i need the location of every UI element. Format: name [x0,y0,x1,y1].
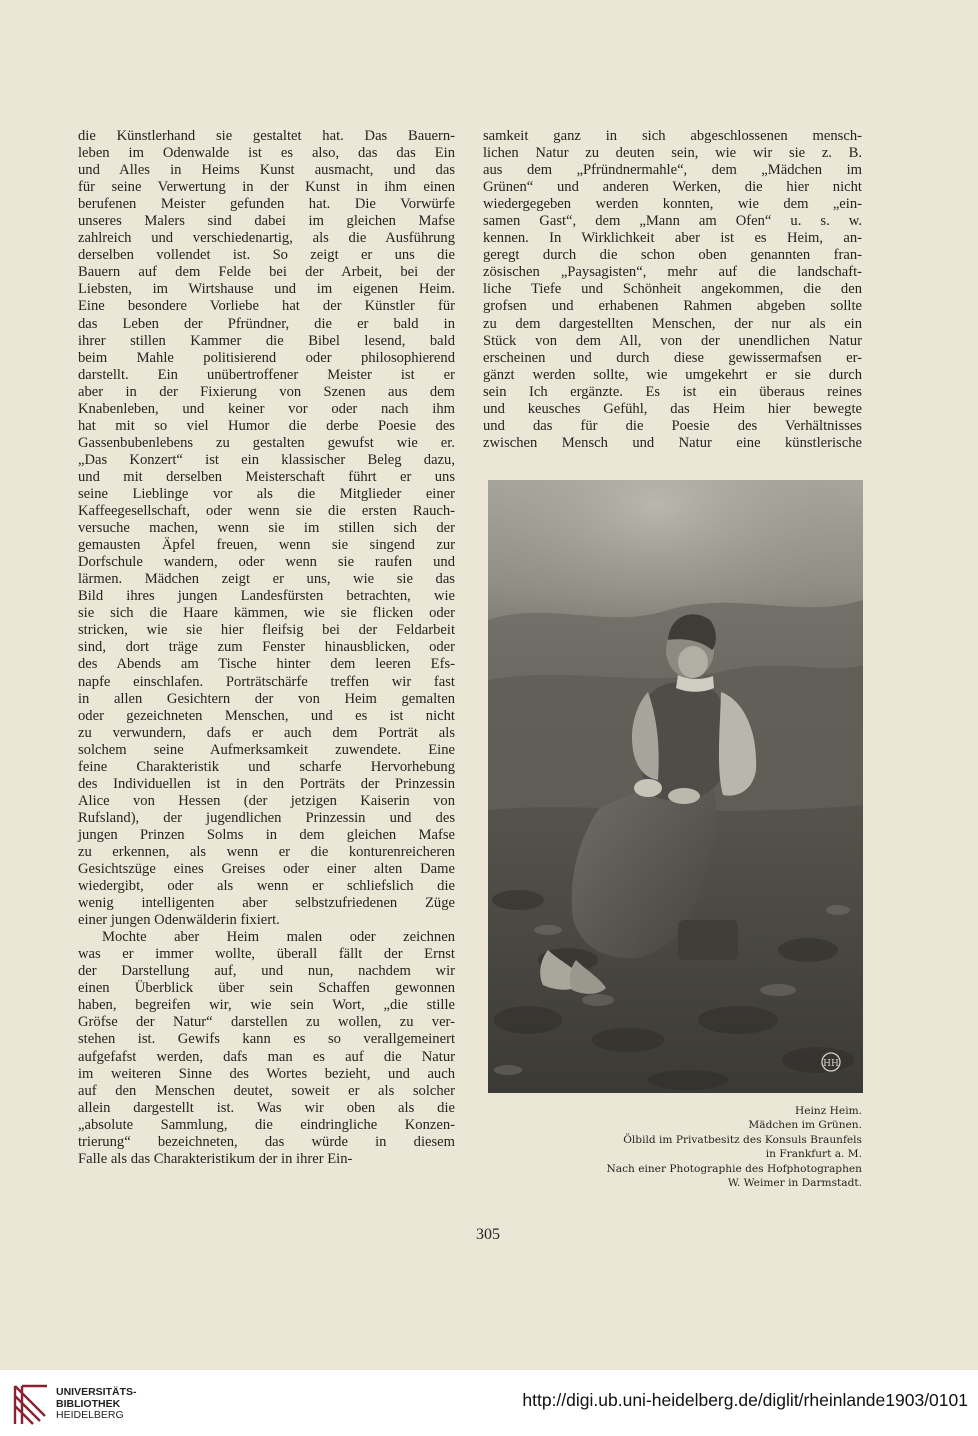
caption-artist: Heinz Heim. [795,1105,862,1117]
text-line: beim Mahle politisierend oder philosophierend [78,349,455,366]
text-line: erscheinen und durch diese gewissermafsen er- [483,349,862,366]
figure-caption [540,1104,862,1190]
text-line: Liebsten, im Wirtshause und im eigenen Heim. [78,281,455,298]
text-line: Stück von dem All, von der unendlichen Natur [483,332,862,349]
text-line: „absolute Sammlung, die eindringliche Konzen- [78,1116,455,1133]
text-line: zu verwundern, dafs er auch dem Porträt als [78,724,455,741]
text-line: aus dem „Pfründnermahle“, dem „Mädchen im [483,162,862,179]
text-line: in allen Gesichtern der von Heim gemalten [78,690,455,707]
text-line: und Alles in Heims Kunst ausmacht, und das [78,162,455,179]
text-line: sein Ich ergänzte. Es ist ein überaus reines [483,383,862,400]
text-line: zahlreich und verschiedenartig, als die Ausführung [78,230,455,247]
text-line: unseres Malers sind dabei im gleichen Mafse [78,213,455,230]
text-line: versuche machen, wenn sie im stillen sich der [78,520,455,537]
text-line: gänzt werden sollte, wie umgekehrt er sie durch [483,366,862,383]
library-name [56,1387,137,1422]
text-line: trierung“ bezeichneten, das würde in diesem [78,1133,455,1150]
text-line: einer jungen Odenwälderin fixiert. [78,912,280,929]
text-line: liche Tiefe und Schönheit angekommen, die den [483,281,862,298]
text-line: zu dem dargestellten Menschen, der nur als ein [483,315,862,332]
text-line: Gesichtszüge eines Greises oder einer alten Dame [78,861,455,878]
text-line: feine Charakteristik und scharfe Hervorhebung [78,758,455,775]
text-line: im weiteren Sinne des Wortes bezieht, und auch [78,1065,455,1082]
text-line: seine Lieblinge vor als die Mitglieder einer [78,485,455,502]
text-line: des Individuellen ist in den Porträts der Prinzessin [78,775,455,792]
caption-photographer: W. Weimer in Darmstadt. [727,1177,862,1190]
text-line: darstellt. Ein unübertroffener Meister ist er [78,366,455,383]
text-line: was er immer wollte, überall fällt der Ernst [78,946,455,963]
text-line: Grünen“ und anderen Werken, die hier nicht [483,179,862,196]
caption-photo-credit: Nach einer Photographie des Hofphotographen [606,1162,862,1175]
text-line: Rufsland), der jugendlichen Prinzessin und des [78,809,455,826]
text-line: Mochte aber Heim malen oder zeichnen [102,929,455,946]
text-line: Knabenleben, und keiner vor oder nach ihm [78,400,455,417]
text-line: Alice von Hessen (der jetzigen Kaiserin von [78,792,455,809]
text-line: und keusches Gefühl, das Heim hier bewegte [483,400,862,417]
text-line: samkeit ganz in sich abgeschlossenen mensch- [483,128,862,144]
text-line: gemausten Äpfel freuen, wenn sie singend zur [78,537,455,554]
text-line: aufgefafst werden, dafs man es auf die Natur [78,1048,455,1065]
text-line: und mit derselben Meisterschaft führt er uns [78,468,455,485]
text-line: Eine besondere Vorliebe hat der Künstler für [78,298,455,315]
caption-title: Mädchen im Grünen. [748,1119,862,1132]
text-line: die Künstlerhand sie gestaltet hat. Das Bauern- [78,128,455,144]
text-line: zu erkennen, als wenn er die konturenreicheren [78,843,455,860]
text-line: Falle als das Charakteristikum der in ihrer Ein- [78,1150,353,1167]
text-line: und das für die Poesie des Verhältnisses [483,417,862,434]
text-line: stricken, wie sie hier fleifsig bei der Feldarbeit [78,622,455,639]
text-line: sind, dort träge zum Fenster hinausblicken, oder [78,639,455,656]
library-name-line2: BIBLIOTHEK [56,1397,121,1410]
text-line: stehen ist. Gewifs kann es so verallgemeinert [78,1031,455,1048]
text-line: leben im Odenwalde ist es also, das das Ein [78,145,455,162]
text-line: Kaffeegesellschaft, oder wenn sie die ersten Rauch- [78,503,455,520]
text-line: aber in der Fixierung von Szenen aus dem [78,383,455,400]
text-line: kennen. In Wirklichkeit aber ist es Heim, an- [483,230,862,247]
text-line: das Leben der Pfründner, die er bald in [78,315,455,332]
text-line: zösischen „Paysagisten“, mehr auf die landschaft- [483,264,862,281]
library-name-line1: UNIVERSITÄTS- [56,1386,137,1398]
text-line: haben, begreifen wir, wie sein Wort, „die stille [78,997,455,1014]
text-column-right [483,128,862,452]
text-line: des Abends am Tische hinter dem leeren Efs- [78,656,455,673]
university-library-logo-icon [12,1380,50,1426]
text-line: wiedergegeben werden konnten, wie dem „ein- [483,196,862,213]
text-line: allein dargestellt ist. Was wir oben als die [78,1099,455,1116]
text-line: solchem seine Aufmerksamkeit zuwendete. Eine [78,741,455,758]
text-line: Gassenbubenlebens zu gestalten gewufst wie er. [78,434,455,451]
text-line: zwischen Mensch und Natur eine künstlerische [483,434,862,451]
text-column-left [78,128,455,1168]
caption-ownership: Ölbild im Privatbesitz des Konsuls Braunfels [623,1133,862,1146]
text-line: Bauern auf dem Felde bei der Arbeit, bei der [78,264,455,281]
text-line: napfe einschlafen. Porträtschärfe treffen wir fast [78,673,455,690]
text-line: Bild ihres jungen Landesfürsten betrachten, wie [78,588,455,605]
text-line: sie sich die Haare kämmen, wie sie flicken oder [78,605,455,622]
text-line: lärmen. Mädchen zeigt er uns, wie sie das [78,571,455,588]
text-line: ihrer stillen Kammer die Bibel lesend, bald [78,332,455,349]
text-line: lichen Natur zu deuten sein, wie wir sie z. B. [483,145,862,162]
painting-reproduction [488,480,863,1093]
text-line: oder gezeichneten Menschen, und es ist nicht [78,707,455,724]
painting-monogram: HH [823,1059,839,1069]
text-line: samen Gast“, dem „Mann am Ofen“ u. s. w. [483,213,862,230]
page-number: 305 [476,1226,500,1243]
text-line: hat mit so viel Humor die derbe Poesie des [78,417,455,434]
text-line: grofsen und erhabenen Rahmen abgeben sollte [483,298,862,315]
painting-girl-in-green [488,480,863,1093]
text-line: für seine Verwertung in der Kunst in ihm einen [78,179,455,196]
text-line: Dorfschule wandern, oder wenn sie raufen und [78,554,455,571]
text-line: einen Überblick über sein Schaffen gewonnen [78,980,455,997]
text-line: berufenen Meister gefunden hat. Die Vorwürfe [78,196,455,213]
permalink-url[interactable]: http://digi.ub.uni-heidelberg.de/diglit/rheinlande1903/0101 [522,1390,968,1410]
library-name-line3: HEIDELBERG [56,1409,124,1421]
caption-location: in Frankfurt a. M. [765,1148,862,1161]
text-line: geregt durch die schon oben genannten fran- [483,247,862,264]
text-line: wiedergibt, oder als wenn er schliefslich die [78,878,455,895]
text-line: jungen Prinzen Solms in dem gleichen Mafse [78,826,455,843]
text-line: Gröfse der Natur“ darstellen zu wollen, zu ver- [78,1014,455,1031]
viewer-footer [0,1370,978,1436]
text-line: derselben vollendet ist. So zeigt er uns die [78,247,455,264]
text-line: der Darstellung auf, und nun, nachdem wir [78,963,455,980]
text-line: auf den Menschen deutet, soweit er als solcher [78,1082,455,1099]
text-line: wenig intelligenten aber selbstzufriedenen Züge [78,895,455,912]
text-line: „Das Konzert“ ist ein klassischer Beleg dazu, [78,451,455,468]
